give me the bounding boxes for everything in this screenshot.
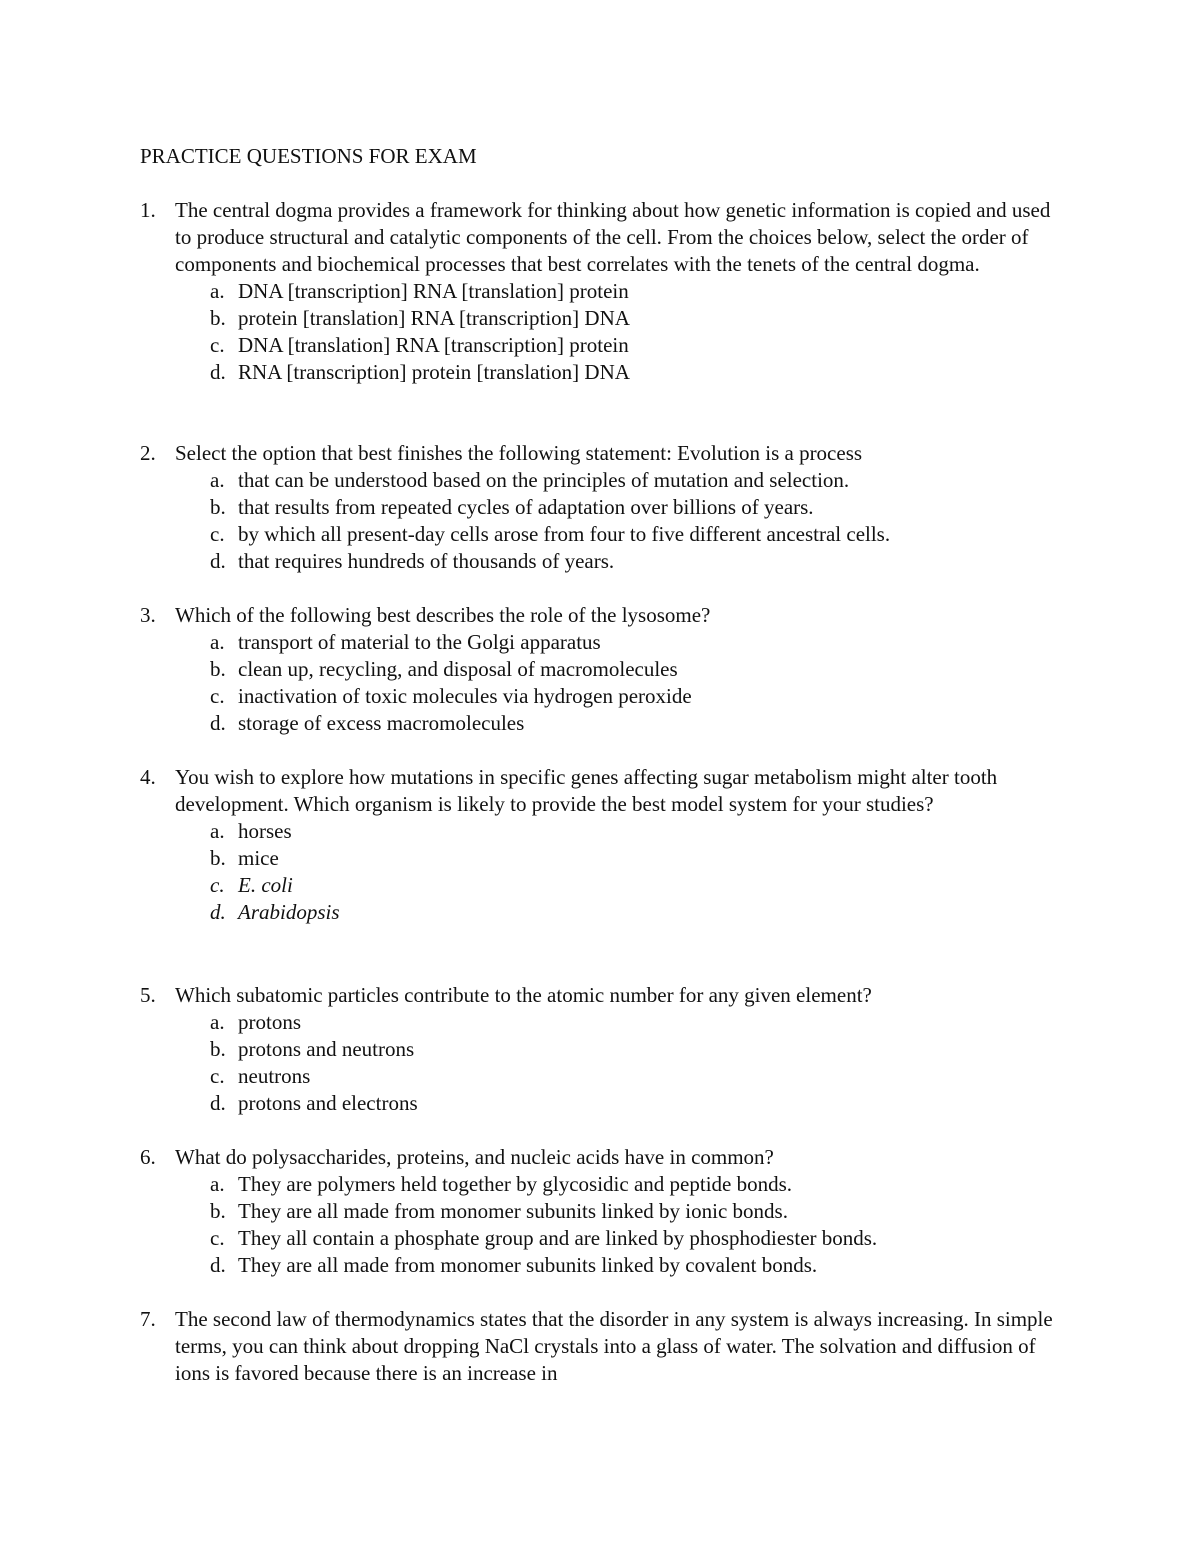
option-d: d. Arabidopsis xyxy=(210,900,340,924)
option-list xyxy=(210,278,1070,386)
option-c: c. DNA [translation] RNA [transcription] protein xyxy=(210,333,629,357)
question-stem: You wish to explore how mutations in specific genes affecting sugar metabolism might alter tooth development. Which organism is likely to provide the best model system for your studies? xyxy=(175,765,998,816)
question-number: 2. xyxy=(140,441,156,465)
option-list xyxy=(210,629,1070,737)
question-7 xyxy=(140,1306,1070,1387)
option-d: d. RNA [transcription] protein [translation] DNA xyxy=(210,360,630,384)
question-stem: Which of the following best describes the role of the lysosome? xyxy=(175,603,711,627)
option-b: b. protein [translation] RNA [transcription] DNA xyxy=(210,306,630,330)
question-3 xyxy=(140,602,1070,737)
question-5 xyxy=(140,982,1070,1117)
question-4 xyxy=(140,764,1070,926)
option-list xyxy=(210,467,1070,575)
option-b: b. that results from repeated cycles of adaptation over billions of years. xyxy=(210,495,814,519)
question-number: 1. xyxy=(140,198,156,222)
option-b: b. clean up, recycling, and disposal of macromolecules xyxy=(210,657,678,681)
option-d: d. that requires hundreds of thousands of years. xyxy=(210,549,615,573)
question-stem: Select the option that best finishes the following statement: Evolution is a process xyxy=(175,441,863,465)
option-a: a. transport of material to the Golgi apparatus xyxy=(210,630,601,654)
option-b: b. mice xyxy=(210,846,279,870)
option-list xyxy=(210,1171,1070,1279)
option-d: d. They are all made from monomer subunits linked by covalent bonds. xyxy=(210,1253,818,1277)
option-c: c. E. coli xyxy=(210,873,293,897)
option-c: c. by which all present-day cells arose from four to five different ancestral cells. xyxy=(210,522,891,546)
option-a: a. horses xyxy=(210,819,292,843)
question-stem: The central dogma provides a framework for thinking about how genetic information is copied and used to produce structural and catalytic components of the cell. From the choices below, select the order of components and biochemical processes that best correlates with the tenets of the central dogma. xyxy=(175,198,1051,276)
option-list xyxy=(210,1009,1070,1117)
question-stem: The second law of thermodynamics states that the disorder in any system is always increasing. In simple terms, you can think about dropping NaCl crystals into a glass of water. The solvation and diffusion of ions is favored because there is an increase in xyxy=(175,1307,1053,1385)
option-a: a. DNA [transcription] RNA [translation] protein xyxy=(210,279,629,303)
question-number: 5. xyxy=(140,983,156,1007)
option-a: a. protons xyxy=(210,1010,301,1034)
option-d: d. storage of excess macromolecules xyxy=(210,711,525,735)
option-b: b. protons and neutrons xyxy=(210,1037,415,1061)
option-c: c. neutrons xyxy=(210,1064,311,1088)
question-number: 7. xyxy=(140,1307,156,1331)
option-c: c. inactivation of toxic molecules via hydrogen peroxide xyxy=(210,684,692,708)
question-stem: What do polysaccharides, proteins, and nucleic acids have in common? xyxy=(175,1145,774,1169)
question-number: 4. xyxy=(140,765,156,789)
option-a: a. that can be understood based on the principles of mutation and selection. xyxy=(210,468,850,492)
question-1 xyxy=(140,197,1070,386)
option-a: a. They are polymers held together by glycosidic and peptide bonds. xyxy=(210,1172,793,1196)
option-list xyxy=(210,818,1070,926)
option-d: d. protons and electrons xyxy=(210,1091,418,1115)
page-title: PRACTICE QUESTIONS FOR EXAM xyxy=(140,144,477,168)
question-6 xyxy=(140,1144,1070,1279)
question-stem: Which subatomic particles contribute to the atomic number for any given element? xyxy=(175,983,872,1007)
question-number: 6. xyxy=(140,1145,156,1169)
option-b: b. They are all made from monomer subunits linked by ionic bonds. xyxy=(210,1199,788,1223)
option-c: c. They all contain a phosphate group and are linked by phosphodiester bonds. xyxy=(210,1226,878,1250)
question-number: 3. xyxy=(140,603,156,627)
question-2 xyxy=(140,440,1070,575)
